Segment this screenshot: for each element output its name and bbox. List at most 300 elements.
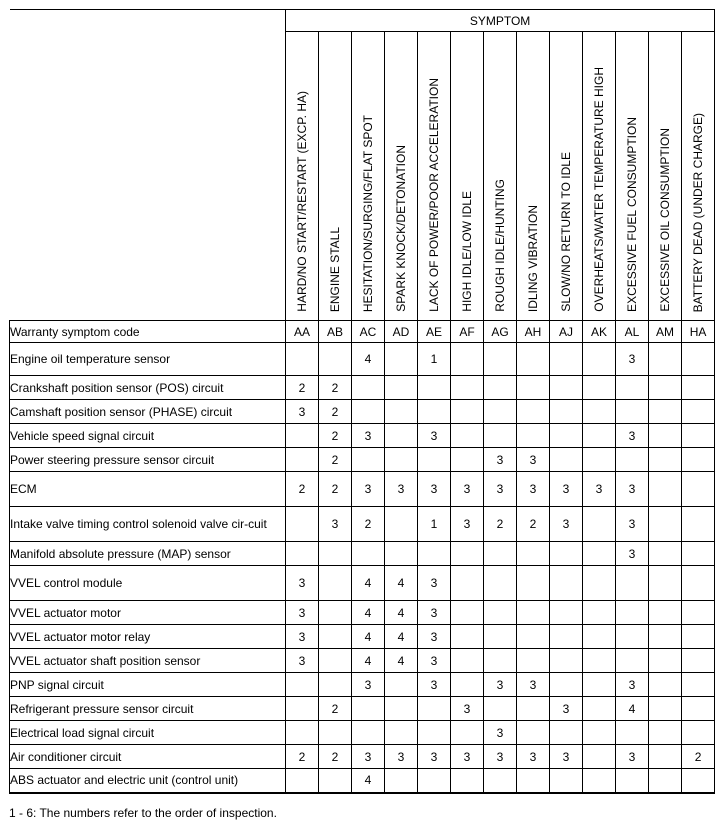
warranty-code-cell: AJ bbox=[550, 321, 583, 343]
table-cell bbox=[616, 566, 649, 601]
table-cell bbox=[484, 424, 517, 448]
row-label: Camshaft position sensor (PHASE) circuit bbox=[10, 400, 286, 424]
table-cell: 4 bbox=[352, 343, 385, 376]
table-cell bbox=[451, 424, 484, 448]
table-cell bbox=[583, 601, 616, 625]
table-cell bbox=[550, 343, 583, 376]
table-cell bbox=[517, 601, 550, 625]
table-cell bbox=[682, 376, 715, 400]
table-cell bbox=[583, 769, 616, 793]
table-cell bbox=[418, 400, 451, 424]
table-cell: 2 bbox=[352, 507, 385, 542]
table-cell bbox=[682, 649, 715, 673]
symptom-column-header bbox=[649, 32, 682, 321]
table-cell: 4 bbox=[385, 601, 418, 625]
row-label: VVEL actuator shaft position sensor bbox=[10, 649, 286, 673]
table-cell bbox=[616, 400, 649, 424]
table-cell bbox=[550, 566, 583, 601]
table-cell bbox=[451, 566, 484, 601]
table-cell bbox=[550, 400, 583, 424]
table-cell bbox=[682, 542, 715, 566]
row-label: Power steering pressure sensor circuit bbox=[10, 448, 286, 472]
table-cell bbox=[682, 769, 715, 793]
table-cell: 3 bbox=[517, 448, 550, 472]
table-cell bbox=[286, 448, 319, 472]
row-label: Manifold absolute pressure (MAP) sensor bbox=[10, 542, 286, 566]
table-cell bbox=[649, 697, 682, 721]
table-cell bbox=[583, 507, 616, 542]
warranty-code-cell: AE bbox=[418, 321, 451, 343]
table-cell bbox=[319, 601, 352, 625]
row-label: Crankshaft position sensor (POS) circuit bbox=[10, 376, 286, 400]
row-label: Intake valve timing control solenoid valve cir-cuit bbox=[10, 507, 286, 542]
table-row bbox=[10, 424, 715, 448]
table-cell bbox=[616, 448, 649, 472]
table-cell bbox=[583, 673, 616, 697]
symptom-column-header bbox=[352, 32, 385, 321]
table-cell: 3 bbox=[484, 721, 517, 745]
table-cell bbox=[385, 769, 418, 793]
table-cell bbox=[517, 769, 550, 793]
table-cell bbox=[616, 769, 649, 793]
table-cell bbox=[649, 769, 682, 793]
symptom-column-header bbox=[418, 32, 451, 321]
table-cell bbox=[286, 542, 319, 566]
table-cell bbox=[451, 343, 484, 376]
table-cell bbox=[682, 601, 715, 625]
warranty-code-cell: AL bbox=[616, 321, 649, 343]
table-cell: 2 bbox=[286, 472, 319, 507]
table-cell: 3 bbox=[616, 745, 649, 769]
table-cell bbox=[451, 721, 484, 745]
table-cell: 3 bbox=[451, 697, 484, 721]
symptom-column-name: EXCESSIVE OIL CONSUMPTION bbox=[658, 128, 672, 312]
table-cell: 3 bbox=[451, 745, 484, 769]
table-cell: 3 bbox=[286, 601, 319, 625]
table-cell bbox=[583, 376, 616, 400]
table-cell: 3 bbox=[484, 745, 517, 769]
row-label: ABS actuator and electric unit (control unit) bbox=[10, 769, 286, 793]
table-cell: 3 bbox=[319, 507, 352, 542]
table-cell: 3 bbox=[550, 745, 583, 769]
table-cell bbox=[418, 697, 451, 721]
warranty-code-label: Warranty symptom code bbox=[10, 321, 286, 343]
table-cell bbox=[517, 343, 550, 376]
table-cell bbox=[418, 769, 451, 793]
table-cell bbox=[550, 424, 583, 448]
table-cell: 3 bbox=[352, 673, 385, 697]
table-cell bbox=[517, 424, 550, 448]
table-cell bbox=[649, 343, 682, 376]
corner-cell bbox=[10, 10, 286, 321]
table-cell: 4 bbox=[352, 566, 385, 601]
table-row bbox=[10, 448, 715, 472]
table-cell bbox=[451, 625, 484, 649]
table-cell: 3 bbox=[418, 424, 451, 448]
table-row bbox=[10, 673, 715, 697]
table-cell: 3 bbox=[286, 625, 319, 649]
warranty-code-cell: AA bbox=[286, 321, 319, 343]
table-cell bbox=[385, 542, 418, 566]
row-label: Refrigerant pressure sensor circuit bbox=[10, 697, 286, 721]
table-cell bbox=[682, 673, 715, 697]
symptom-column-name: ROUGH IDLE/HUNTING bbox=[493, 179, 507, 312]
table-cell bbox=[550, 376, 583, 400]
table-cell bbox=[451, 601, 484, 625]
table-cell bbox=[550, 542, 583, 566]
table-cell bbox=[682, 697, 715, 721]
symptom-column-name: SLOW/NO RETURN TO IDLE bbox=[559, 152, 573, 312]
table-cell bbox=[583, 448, 616, 472]
table-cell: 3 bbox=[550, 472, 583, 507]
table-cell bbox=[649, 745, 682, 769]
table-cell: 3 bbox=[418, 472, 451, 507]
table-cell bbox=[649, 649, 682, 673]
table-cell: 3 bbox=[550, 507, 583, 542]
table-cell: 3 bbox=[286, 649, 319, 673]
table-cell: 3 bbox=[385, 745, 418, 769]
table-cell bbox=[550, 448, 583, 472]
table-cell: 2 bbox=[517, 507, 550, 542]
table-cell bbox=[319, 542, 352, 566]
table-cell bbox=[418, 542, 451, 566]
symptom-column-header bbox=[682, 32, 715, 321]
table-cell bbox=[649, 721, 682, 745]
table-row bbox=[10, 343, 715, 376]
table-cell bbox=[319, 566, 352, 601]
table-cell: 2 bbox=[286, 376, 319, 400]
table-cell bbox=[352, 697, 385, 721]
table-cell bbox=[550, 721, 583, 745]
table-cell bbox=[484, 400, 517, 424]
table-cell bbox=[649, 507, 682, 542]
table-cell: 3 bbox=[616, 542, 649, 566]
table-cell bbox=[583, 400, 616, 424]
table-cell bbox=[616, 649, 649, 673]
row-label: VVEL actuator motor bbox=[10, 601, 286, 625]
table-cell: 4 bbox=[352, 649, 385, 673]
table-cell bbox=[352, 721, 385, 745]
table-cell: 4 bbox=[385, 625, 418, 649]
table-cell: 3 bbox=[616, 673, 649, 697]
table-cell: 3 bbox=[352, 472, 385, 507]
warranty-code-row bbox=[10, 321, 715, 343]
table-cell bbox=[517, 376, 550, 400]
table-cell: 3 bbox=[484, 448, 517, 472]
table-cell bbox=[583, 745, 616, 769]
table-cell bbox=[583, 625, 616, 649]
warranty-code-cell: AH bbox=[517, 321, 550, 343]
table-row bbox=[10, 769, 715, 793]
footnote: 1 - 6: The numbers refer to the order of inspection. bbox=[9, 806, 277, 820]
table-cell bbox=[484, 343, 517, 376]
table-cell: 3 bbox=[517, 745, 550, 769]
table-cell bbox=[286, 673, 319, 697]
table-cell bbox=[385, 697, 418, 721]
table-cell bbox=[385, 721, 418, 745]
table-cell: 4 bbox=[385, 649, 418, 673]
warranty-code-cell: AK bbox=[583, 321, 616, 343]
table-cell bbox=[616, 601, 649, 625]
table-cell bbox=[352, 542, 385, 566]
warranty-code-cell: AG bbox=[484, 321, 517, 343]
symptom-column-header bbox=[517, 32, 550, 321]
table-cell bbox=[319, 625, 352, 649]
table-cell bbox=[319, 769, 352, 793]
table-row bbox=[10, 376, 715, 400]
table-cell bbox=[517, 542, 550, 566]
table-cell bbox=[418, 448, 451, 472]
table-row bbox=[10, 400, 715, 424]
table-cell: 4 bbox=[352, 769, 385, 793]
table-cell bbox=[352, 376, 385, 400]
warranty-code-cell: AD bbox=[385, 321, 418, 343]
table-cell bbox=[319, 649, 352, 673]
row-label: PNP signal circuit bbox=[10, 673, 286, 697]
table-cell bbox=[649, 400, 682, 424]
table-cell bbox=[286, 769, 319, 793]
table-cell: 4 bbox=[385, 566, 418, 601]
table-cell: 3 bbox=[550, 697, 583, 721]
table-cell bbox=[517, 400, 550, 424]
table-cell bbox=[517, 721, 550, 745]
table-cell bbox=[451, 376, 484, 400]
table-cell: 3 bbox=[352, 424, 385, 448]
table-cell bbox=[385, 376, 418, 400]
symptom-column-name: OVERHEATS/WATER TEMPERATURE HIGH bbox=[592, 67, 606, 312]
table-cell: 3 bbox=[352, 745, 385, 769]
table-cell: 3 bbox=[286, 400, 319, 424]
table-cell bbox=[484, 649, 517, 673]
table-cell bbox=[583, 542, 616, 566]
warranty-code-cell: AM bbox=[649, 321, 682, 343]
table-row bbox=[10, 721, 715, 745]
table-cell bbox=[682, 625, 715, 649]
table-cell bbox=[418, 376, 451, 400]
symptom-column-name: HARD/NO START/RESTART (EXCP. HA) bbox=[295, 91, 309, 312]
table-cell: 3 bbox=[451, 472, 484, 507]
table-cell: 2 bbox=[682, 745, 715, 769]
table-cell bbox=[319, 673, 352, 697]
table-cell: 3 bbox=[418, 566, 451, 601]
row-label: Engine oil temperature sensor bbox=[10, 343, 286, 376]
table-cell: 3 bbox=[385, 472, 418, 507]
table-cell: 3 bbox=[616, 424, 649, 448]
table-cell bbox=[385, 673, 418, 697]
table-cell: 3 bbox=[484, 673, 517, 697]
table-cell bbox=[517, 566, 550, 601]
table-cell bbox=[451, 400, 484, 424]
table-row bbox=[10, 697, 715, 721]
table-cell bbox=[385, 448, 418, 472]
table-cell bbox=[484, 625, 517, 649]
table-cell bbox=[649, 542, 682, 566]
table-cell bbox=[286, 697, 319, 721]
table-cell bbox=[385, 400, 418, 424]
symptom-column-header bbox=[385, 32, 418, 321]
table-cell: 3 bbox=[484, 472, 517, 507]
table-cell: 4 bbox=[616, 697, 649, 721]
table-cell: 3 bbox=[517, 673, 550, 697]
table-cell bbox=[649, 448, 682, 472]
table-cell bbox=[286, 721, 319, 745]
table-cell bbox=[451, 649, 484, 673]
table-cell bbox=[583, 566, 616, 601]
symptom-column-header bbox=[451, 32, 484, 321]
table-cell bbox=[550, 625, 583, 649]
table-cell bbox=[451, 769, 484, 793]
symptom-header-row bbox=[10, 10, 715, 32]
table-row bbox=[10, 472, 715, 507]
table-cell bbox=[319, 343, 352, 376]
table-cell bbox=[484, 566, 517, 601]
table-cell bbox=[583, 343, 616, 376]
table-row bbox=[10, 601, 715, 625]
table-cell bbox=[517, 649, 550, 673]
table-cell: 3 bbox=[616, 507, 649, 542]
table-cell: 1 bbox=[418, 343, 451, 376]
warranty-code-cell: HA bbox=[682, 321, 715, 343]
table-row bbox=[10, 625, 715, 649]
symptom-column-name: HESITATION/SURGING/FLAT SPOT bbox=[361, 114, 375, 312]
table-cell bbox=[286, 424, 319, 448]
table-cell bbox=[649, 625, 682, 649]
table-cell bbox=[517, 697, 550, 721]
row-label: VVEL actuator motor relay bbox=[10, 625, 286, 649]
table-row bbox=[10, 542, 715, 566]
table-cell bbox=[418, 721, 451, 745]
table-cell bbox=[451, 673, 484, 697]
table-cell bbox=[649, 673, 682, 697]
symptom-title: SYMPTOM bbox=[286, 10, 715, 32]
symptom-column-header bbox=[550, 32, 583, 321]
symptom-column-header bbox=[319, 32, 352, 321]
table-cell bbox=[550, 673, 583, 697]
table-cell bbox=[649, 472, 682, 507]
table-cell bbox=[550, 601, 583, 625]
table-cell: 2 bbox=[286, 745, 319, 769]
warranty-code-cell: AF bbox=[451, 321, 484, 343]
table-cell bbox=[550, 769, 583, 793]
table-cell bbox=[682, 448, 715, 472]
table-cell: 3 bbox=[583, 472, 616, 507]
table-cell bbox=[682, 343, 715, 376]
table-cell bbox=[484, 601, 517, 625]
table-cell bbox=[484, 697, 517, 721]
table-cell bbox=[583, 649, 616, 673]
table-cell: 2 bbox=[319, 697, 352, 721]
table-cell: 2 bbox=[319, 472, 352, 507]
symptom-diagnosis-table bbox=[9, 9, 715, 794]
row-label: ECM bbox=[10, 472, 286, 507]
table-cell: 3 bbox=[517, 472, 550, 507]
table-cell bbox=[616, 721, 649, 745]
table-cell: 4 bbox=[352, 601, 385, 625]
symptom-column-header bbox=[484, 32, 517, 321]
table-cell bbox=[682, 424, 715, 448]
table-cell bbox=[484, 542, 517, 566]
symptom-column-header bbox=[583, 32, 616, 321]
symptom-column-name: EXCESSIVE FUEL CONSUMPTION bbox=[625, 117, 639, 312]
symptom-column-name: HIGH IDLE/LOW IDLE bbox=[460, 191, 474, 312]
table-cell bbox=[682, 472, 715, 507]
row-label: VVEL control module bbox=[10, 566, 286, 601]
table-cell bbox=[583, 721, 616, 745]
symptom-column-name: BATTERY DEAD (UNDER CHARGE) bbox=[691, 112, 706, 312]
warranty-code-cell: AC bbox=[352, 321, 385, 343]
symptom-column-name: IDLING VIBRATION bbox=[526, 204, 540, 312]
table-cell bbox=[517, 625, 550, 649]
table-cell bbox=[385, 343, 418, 376]
symptom-column-header bbox=[616, 32, 649, 321]
table-cell bbox=[649, 566, 682, 601]
table-cell bbox=[385, 507, 418, 542]
table-row bbox=[10, 566, 715, 601]
table-cell bbox=[649, 376, 682, 400]
row-label: Air conditioner circuit bbox=[10, 745, 286, 769]
table-cell bbox=[451, 448, 484, 472]
table-cell bbox=[286, 343, 319, 376]
table-cell bbox=[583, 424, 616, 448]
table-cell bbox=[484, 376, 517, 400]
table-row bbox=[10, 649, 715, 673]
table-cell: 2 bbox=[319, 424, 352, 448]
table-cell: 2 bbox=[319, 448, 352, 472]
table-cell: 3 bbox=[418, 601, 451, 625]
table-cell bbox=[583, 697, 616, 721]
table-cell: 3 bbox=[418, 745, 451, 769]
table-cell: 1 bbox=[418, 507, 451, 542]
table-cell bbox=[550, 649, 583, 673]
table-cell: 3 bbox=[451, 507, 484, 542]
warranty-code-cell: AB bbox=[319, 321, 352, 343]
table-row bbox=[10, 745, 715, 769]
table-cell bbox=[649, 601, 682, 625]
table-cell bbox=[682, 566, 715, 601]
table-cell bbox=[616, 625, 649, 649]
table-cell bbox=[352, 400, 385, 424]
table-cell bbox=[319, 721, 352, 745]
row-label: Electrical load signal circuit bbox=[10, 721, 286, 745]
table-cell bbox=[352, 448, 385, 472]
row-label: Vehicle speed signal circuit bbox=[10, 424, 286, 448]
table-cell bbox=[451, 542, 484, 566]
table-cell: 2 bbox=[319, 400, 352, 424]
table-cell bbox=[682, 507, 715, 542]
table-cell bbox=[682, 400, 715, 424]
table-cell: 2 bbox=[319, 745, 352, 769]
table-cell bbox=[682, 721, 715, 745]
table-cell: 3 bbox=[418, 673, 451, 697]
symptom-column-name: SPARK KNOCK/DETONATION bbox=[394, 145, 408, 312]
table-cell: 2 bbox=[319, 376, 352, 400]
table-cell bbox=[385, 424, 418, 448]
table-cell bbox=[484, 769, 517, 793]
table-row bbox=[10, 507, 715, 542]
table-cell: 2 bbox=[484, 507, 517, 542]
table-cell: 3 bbox=[418, 625, 451, 649]
table-cell bbox=[286, 507, 319, 542]
table-cell: 3 bbox=[418, 649, 451, 673]
table-cell bbox=[649, 424, 682, 448]
table-cell: 3 bbox=[616, 472, 649, 507]
table-cell: 3 bbox=[286, 566, 319, 601]
table-cell: 4 bbox=[352, 625, 385, 649]
symptom-column-name: LACK OF POWER/POOR ACCELERATION bbox=[427, 78, 441, 312]
table-cell bbox=[616, 376, 649, 400]
symptom-column-header bbox=[286, 32, 319, 321]
symptom-column-name: ENGINE STALL bbox=[328, 226, 342, 312]
